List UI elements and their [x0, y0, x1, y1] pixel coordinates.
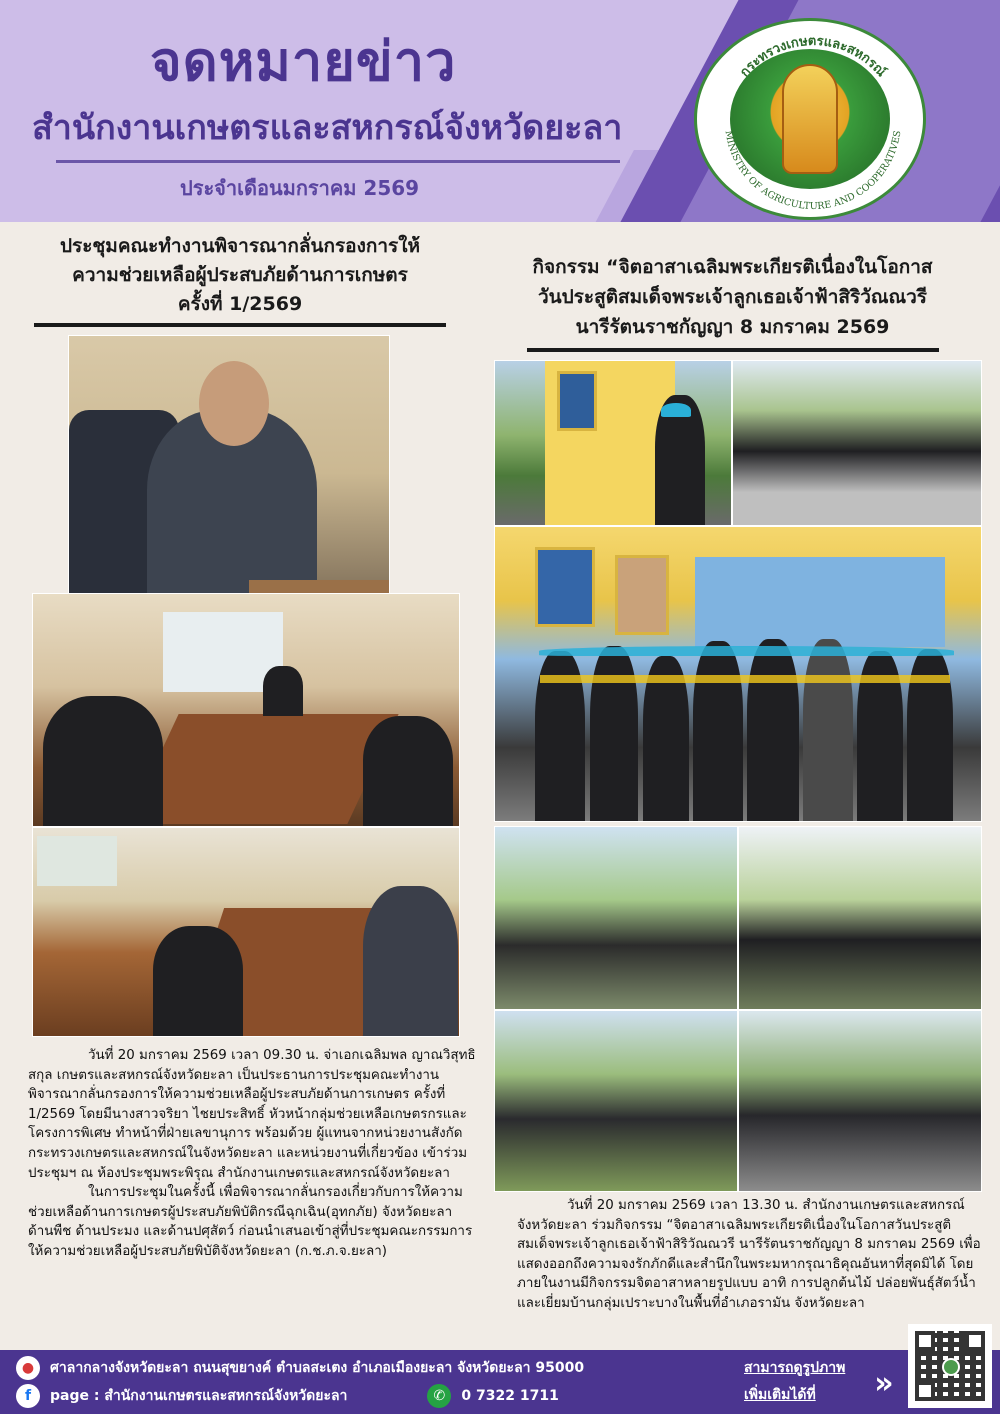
photo-tree-planting [738, 1010, 982, 1192]
qr-finder [915, 1381, 935, 1401]
paragraph: วันที่ 20 มกราคม 2569 เวลา 13.30 น. สำนักงานเกษตรและสหกรณ์จังหวัดยะลา ร่วมกิจกรรม “จิตอาสาเฉลิมพระเกียรติเนื่องในโอกาสวันประสูติสมเด็จพระเจ้าลูกเธอเจ้าฟ้าสิริวัณณวรี นารีรัตนราชกัญญา 8 มกราคม 2569 เพื่อแสดงออกถึงความจงรักภักดีและสำนึกในพระมหากรุณาธิคุณอันหาที่สุดมิได้ โดยภายในงานมีกิจกรรมจิตอาสาหลายรูปแบบ อาทิ การปลูกต้นไม้ ปล่อยพันธุ์สัตว์น้ำ และเยี่ยมบ้านกลุ่มเปราะบางในพื้นที่อำเภอรามัน จังหวัดยะลา [517, 1198, 981, 1311]
volunteer [590, 646, 638, 821]
newsletter-title: จดหมายข่าว [150, 30, 457, 93]
meeting-table [127, 714, 398, 824]
attendee [263, 666, 303, 716]
heading-line: วันประสูติสมเด็จพระเจ้าลูกเธอเจ้าฟ้าสิริวัณณวรี [537, 286, 928, 308]
phone-number: 0 7322 1711 [461, 1388, 559, 1404]
link-line[interactable]: เพิ่มเติมได้ที่ [744, 1387, 816, 1403]
svg-text:กระทรวงเกษตรและสหกรณ์ [737, 34, 889, 80]
heading-underline [527, 348, 939, 352]
yellow-scarves [540, 675, 950, 683]
volunteer [693, 641, 743, 821]
photo-shrine-offering [494, 360, 732, 526]
attendee [363, 886, 458, 1036]
qr-finder [915, 1331, 935, 1351]
photo-group-with-goods [494, 1010, 738, 1192]
banner [695, 557, 945, 647]
qr-pattern [915, 1331, 985, 1401]
right-article-heading [480, 252, 985, 352]
address-row [16, 1356, 584, 1380]
left-article-heading [20, 232, 460, 327]
link-line[interactable]: สามารถดูรูปภาพ [744, 1360, 846, 1376]
attendee [43, 696, 163, 826]
attendee [153, 926, 243, 1036]
portrait-frame [615, 555, 669, 635]
heading-line: ครั้งที่ 1/2569 [177, 293, 303, 315]
photo-volunteer-formation [732, 360, 982, 526]
seal-text-top: กระทรวงเกษตรและสหกรณ์ [737, 33, 889, 80]
photo-meeting-room-1 [32, 593, 460, 827]
blue-caps [539, 646, 954, 656]
qr-code[interactable] [908, 1324, 992, 1408]
phone-icon: ✆ [427, 1384, 451, 1408]
paragraph: ในการประชุมในครั้งนี้ เพื่อพิจารณากลั่นกรองเกี่ยวกับการให้ความช่วยเหลือด้านการเกษตรผู้ประสบภัยพิบัติกรณีฉุกเฉิน(อุทกภัย) จังหวัดยะลา ด้านพืช ด้านประมง และด้านปศุสัตว์ ก่อนนำเสนอเข้าสู่ที่ประชุมคณะกรรมการให้ความช่วยเหลือผู้ประสบภัยพิบัติจังหวัดยะลา (ก.ช.ภ.จ.ยะลา) [28, 1185, 473, 1259]
right-article-body [517, 1196, 987, 1314]
svg-text:MINISTRY OF AGRICULTURE AND CO [722, 130, 903, 212]
volunteer [747, 639, 799, 821]
photo-salute-lineup-2 [738, 826, 982, 1010]
photo-chairman-at-desk [68, 335, 390, 611]
photo-salute-lineup-1 [494, 826, 738, 1010]
ministry-seal-logo [694, 18, 926, 220]
cap [661, 403, 691, 417]
issue-month: ประจำเดือนมกราคม 2569 [180, 176, 420, 200]
facebook-page-link[interactable]: page : สำนักงานเกษตรและสหกรณ์จังหวัดยะลา [50, 1388, 348, 1404]
divider [56, 160, 620, 163]
facebook-icon[interactable]: f [16, 1384, 40, 1408]
more-photos-link[interactable] [744, 1355, 862, 1409]
heading-line: นารีรัตนราชกัญญา 8 มกราคม 2569 [575, 316, 890, 338]
volunteer [803, 639, 853, 821]
paragraph: วันที่ 20 มกราคม 2569 เวลา 09.30 น. จ่าเอกเฉลิมพล ญาณวิสุทธิสกุล เกษตรและสหกรณ์จังหวัดยะลา เป็นประธานการประชุมคณะทำงานพิจารณากลั่นกรองการให้ความช่วยเหลือผู้ประสบภัยด้านการเกษตร ครั้งที่ 1/2569 โดยมีนางสาวจริยา ไชยประสิทธิ์ หัวหน้ากลุ่มช่วยเหลือเกษตรกรและโครงการพิเศษ ทำหน้าที่ฝ่ายเลขานุการ พร้อมด้วย ผู้แทนจากหน่วยงานสังกัดกระทรวงเกษตรและสหกรณ์ในจังหวัดยะลา และหน่วยงานที่เกี่ยวข้อง เข้าร่วมประชุมฯ ณ ห้องประชุมพระพิรุณ สำนักงานเกษตรและสหกรณ์จังหวัดยะลา [28, 1048, 476, 1181]
heading-line: ความช่วยเหลือผู้ประสบภัยด้านการเกษตร [72, 264, 408, 286]
office-name: สำนักงานเกษตรและสหกรณ์จังหวัดยะลา [32, 108, 623, 148]
heading-underline [34, 323, 446, 327]
attendee [363, 716, 453, 826]
portrait-frame [535, 547, 595, 627]
qr-finder [965, 1331, 985, 1351]
left-article-body [28, 1046, 478, 1262]
heading-line: ประชุมคณะทำงานพิจารณากลั่นกรองการให้ [59, 235, 421, 257]
map-pin-icon: ● [16, 1356, 40, 1380]
arrow-right-icon[interactable]: » [874, 1366, 894, 1401]
address-text: ศาลากลางจังหวัดยะลา ถนนสุขยางค์ ตำบลสะเตง อำเภอเมืองยะลา จังหวัดยะลา 95000 [50, 1360, 585, 1376]
photo-group-at-stage [494, 526, 982, 822]
seal-ring [697, 21, 929, 223]
portrait-frame [557, 371, 597, 431]
contact-row [16, 1384, 559, 1408]
qr-logo [942, 1358, 960, 1376]
photo-meeting-room-2 [32, 827, 460, 1037]
heading-line: กิจกรรม “จิตอาสาเฉลิมพระเกียรติเนื่องในโอกาส [532, 256, 933, 278]
projector-screen [37, 836, 117, 886]
seal-text-bottom: MINISTRY OF AGRICULTURE AND COOPERATIVES [722, 129, 904, 213]
person-head [199, 361, 269, 446]
